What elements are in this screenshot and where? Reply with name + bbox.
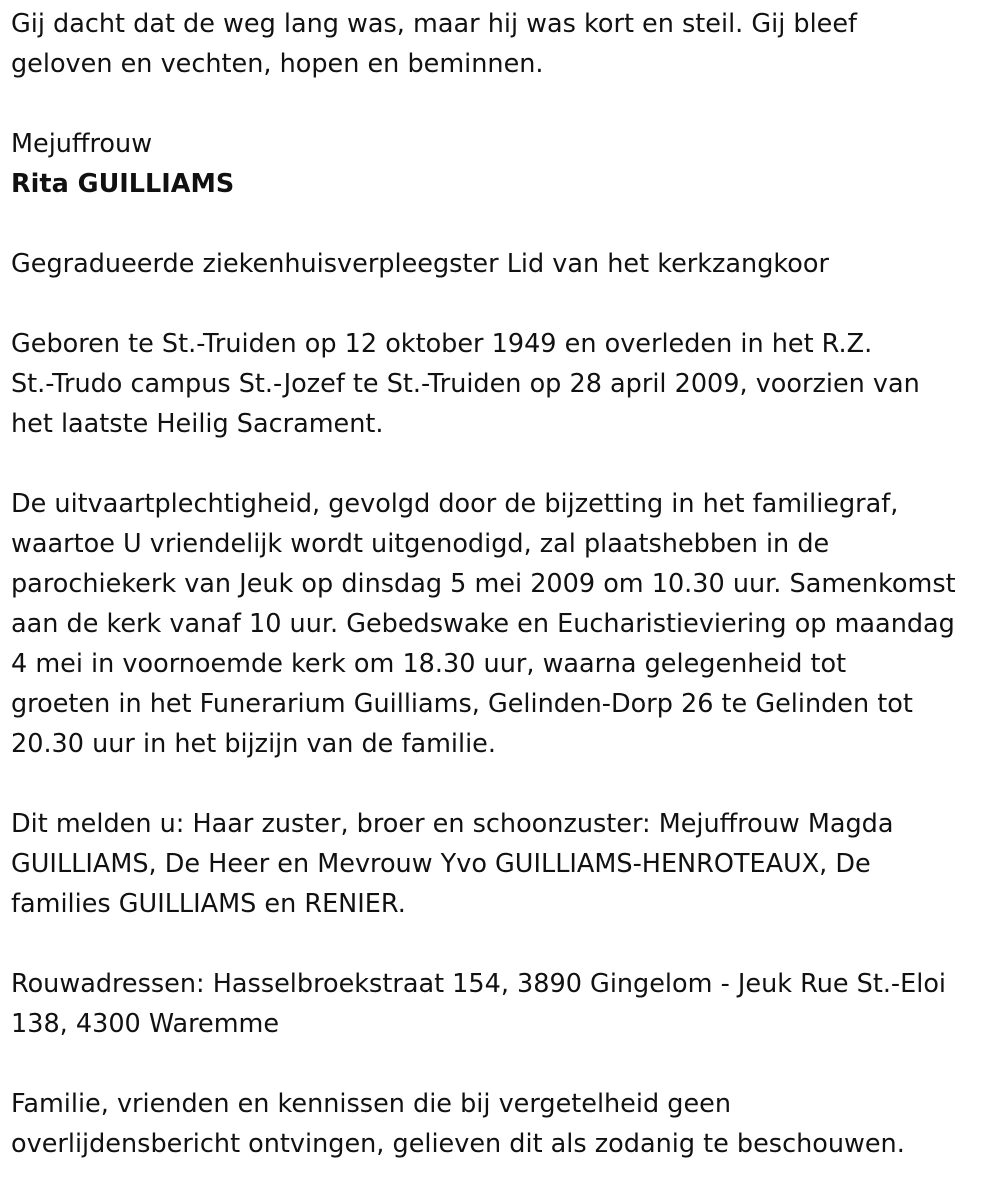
occupation: Gegradueerde ziekenhuisverpleegster Lid van het kerkzangkoor xyxy=(11,249,829,279)
funeral-line: aan de kerk vanaf 10 uur. Gebedswake en Eucharistieviering op maandag xyxy=(11,609,955,639)
funeral-line: De uitvaartplechtigheid, gevolgd door de bijzetting in het familiegraf, xyxy=(11,489,899,519)
funeral-paragraph xyxy=(11,484,988,764)
birth-death-line: het laatste Heilig Sacrament. xyxy=(11,409,384,439)
addresses-line: 138, 4300 Waremme xyxy=(11,1009,280,1039)
intro-line: geloven en vechten, hopen en beminnen. xyxy=(11,49,544,79)
family-line: Dit melden u: Haar zuster, broer en schoonzuster: Mejuffrouw Magda xyxy=(11,809,894,839)
closing-paragraph xyxy=(11,1084,988,1164)
funeral-line: 4 mei in voornoemde kerk om 18.30 uur, waarna gelegenheid tot xyxy=(11,649,847,679)
funeral-line: groeten in het Funerarium Guilliams, Gelinden-Dorp 26 te Gelinden tot xyxy=(11,689,913,719)
closing-line: overlijdensbericht ontvingen, gelieven dit als zodanig te beschouwen. xyxy=(11,1129,905,1159)
funeral-line: parochiekerk van Jeuk op dinsdag 5 mei 2009 om 10.30 uur. Samenkomst xyxy=(11,569,956,599)
addresses-line: Rouwadressen: Hasselbroekstraat 154, 3890 Gingelom - Jeuk Rue St.-Eloi xyxy=(11,969,947,999)
addresses-paragraph xyxy=(11,964,988,1044)
closing-line: Familie, vrienden en kennissen die bij vergetelheid geen xyxy=(11,1089,731,1119)
birth-death-line: Geboren te St.-Truiden op 12 oktober 1949 en overleden in het R.Z. xyxy=(11,329,873,359)
birth-death-paragraph xyxy=(11,324,988,444)
deceased-name: Rita GUILLIAMS xyxy=(11,169,235,199)
family-paragraph xyxy=(11,804,988,924)
birth-death-line: St.-Trudo campus St.-Jozef te St.-Truiden op 28 april 2009, voorzien van xyxy=(11,369,920,399)
intro-line: Gij dacht dat de weg lang was, maar hij was kort en steil. Gij bleef xyxy=(11,9,858,39)
intro-quote xyxy=(11,4,988,84)
funeral-line: waartoe U vriendelijk wordt uitgenodigd, zal plaatshebben in de xyxy=(11,529,830,559)
family-line: families GUILLIAMS en RENIER. xyxy=(11,889,406,919)
funeral-line: 20.30 uur in het bijzijn van de familie. xyxy=(11,729,496,759)
family-line: GUILLIAMS, De Heer en Mevrouw Yvo GUILLIAMS-HENROTEAUX, De xyxy=(11,849,871,879)
salutation: Mejuffrouw xyxy=(11,129,153,159)
